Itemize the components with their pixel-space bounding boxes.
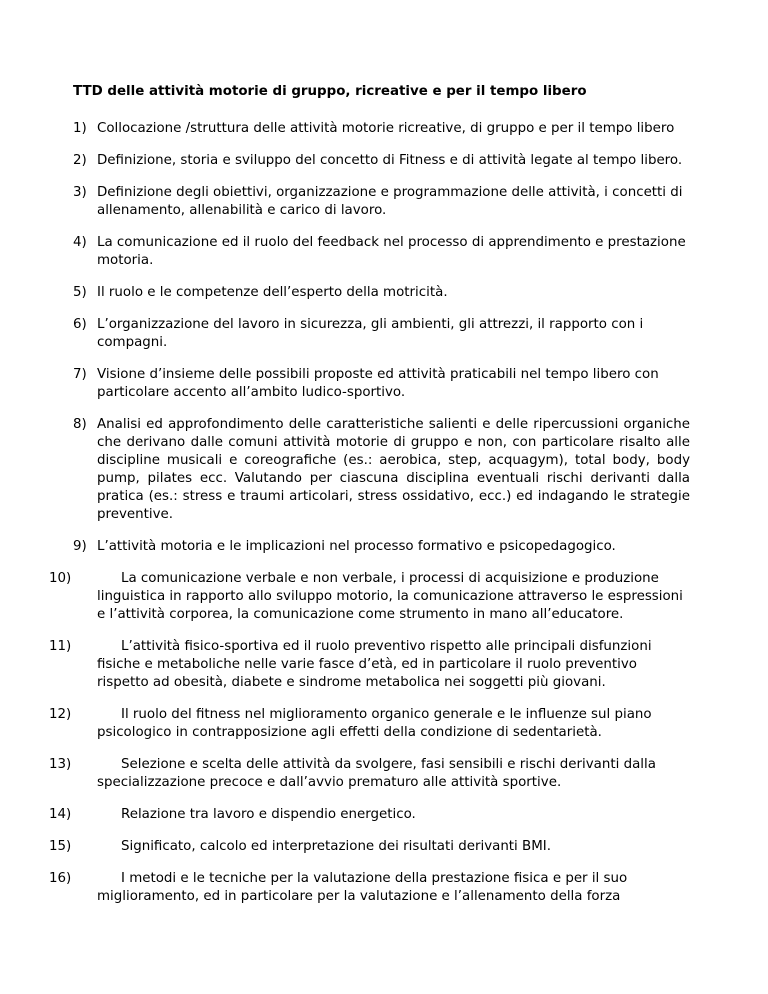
item-text: Significato, calcolo ed interpretazione dei risultati derivanti BMI.: [121, 839, 551, 854]
item-number: 11): [49, 639, 72, 654]
list-item: [73, 120, 690, 138]
item-text: L’organizzazione del lavoro in sicurezza, gli ambienti, gli attrezzi, il rapporto con i compagni.: [97, 317, 644, 350]
item-number: 15): [49, 839, 72, 854]
list-item: [73, 366, 690, 402]
item-number: 13): [49, 757, 72, 772]
item-number: 3): [73, 185, 87, 200]
list-item: [73, 184, 690, 220]
list-item: [73, 416, 690, 524]
item-text: Relazione tra lavoro e dispendio energetico.: [121, 807, 416, 822]
item-number: 5): [73, 285, 87, 300]
item-number: 4): [73, 235, 87, 250]
item-number: 1): [73, 121, 87, 136]
item-text: Il ruolo e le competenze dell’esperto della motricità.: [97, 285, 448, 300]
item-text: La comunicazione ed il ruolo del feedback nel processo di apprendimento e prestazione motoria.: [97, 235, 686, 268]
list-item: [49, 870, 690, 906]
item-text: Definizione, storia e sviluppo del concetto di Fitness e di attività legate al tempo libero.: [97, 153, 683, 168]
item-text: Analisi ed approfondimento delle caratteristiche salienti e delle ripercussioni organiche che derivano dalle comuni attività motorie di gruppo e non, con particolare risalto alle discipline musicali e coreografiche (es.: aerobica, step, acquagym), total body, body pump, pilates ecc. Valutando per ciascuna disciplina eventuali rischi derivanti dalla pratica (es.: stress e traumi articolari, stress ossidativo, ecc.) ed indagando le strategie preventive.: [97, 417, 690, 522]
item-text: I metodi e le tecniche per la valutazione della prestazione fisica e per il suo miglioramento, ed in particolare per la valutazione e l’allenamento della forza: [97, 871, 628, 904]
item-number: 12): [49, 707, 72, 722]
list-item: [49, 570, 690, 624]
item-number: 9): [73, 539, 87, 554]
list-item: [73, 284, 690, 302]
item-text: L’attività motoria e le implicazioni nel processo formativo e psicopedagogico.: [97, 539, 616, 554]
list-item: [73, 538, 690, 556]
list-item: [49, 706, 690, 742]
item-text: Selezione e scelta delle attività da svolgere, fasi sensibili e rischi derivanti dalla specializzazione precoce e dall’avvio prematuro alle attività sportive.: [97, 757, 656, 790]
list-item: [73, 234, 690, 270]
topic-list: [49, 120, 690, 920]
item-text: La comunicazione verbale e non verbale, i processi di acquisizione e produzione linguistica in rapporto allo sviluppo motorio, la comunicazione attraverso le espressioni e l’attività corporea, la comunicazione come strumento in mano all’educatore.: [97, 571, 683, 622]
item-number: 2): [73, 153, 87, 168]
list-item: [49, 638, 690, 692]
list-item: [49, 756, 690, 792]
item-number: 7): [73, 367, 87, 382]
item-text: Collocazione /struttura delle attività motorie ricreative, di gruppo e per il tempo libero: [97, 121, 675, 136]
list-item: [73, 316, 690, 352]
item-text: Visione d’insieme delle possibili proposte ed attività praticabili nel tempo libero con particolare accento all’ambito ludico-sportivo.: [97, 367, 659, 400]
item-text: Definizione degli obiettivi, organizzazione e programmazione delle attività, i concetti di allenamento, allenabilità e carico di lavoro.: [97, 185, 683, 218]
item-number: 8): [73, 417, 87, 432]
item-number: 14): [49, 807, 72, 822]
document-title: TTD delle attività motorie di gruppo, ricreative e per il tempo libero: [73, 84, 587, 99]
item-text: Il ruolo del fitness nel miglioramento organico generale e le influenze sul piano psicologico in contrapposizione agli effetti della condizione di sedentarietà.: [97, 707, 652, 740]
list-item: [49, 838, 690, 856]
item-number: 6): [73, 317, 87, 332]
item-number: 10): [49, 571, 72, 586]
list-item: [73, 152, 690, 170]
list-item: [49, 806, 690, 824]
item-text: L’attività fisico-sportiva ed il ruolo preventivo rispetto alle principali disfunzioni fisiche e metaboliche nelle varie fasce d’età, ed in particolare il ruolo preventivo rispetto ad obesità, diabete e sindrome metabolica nei soggetti più giovani.: [97, 639, 652, 690]
item-number: 16): [49, 871, 72, 886]
